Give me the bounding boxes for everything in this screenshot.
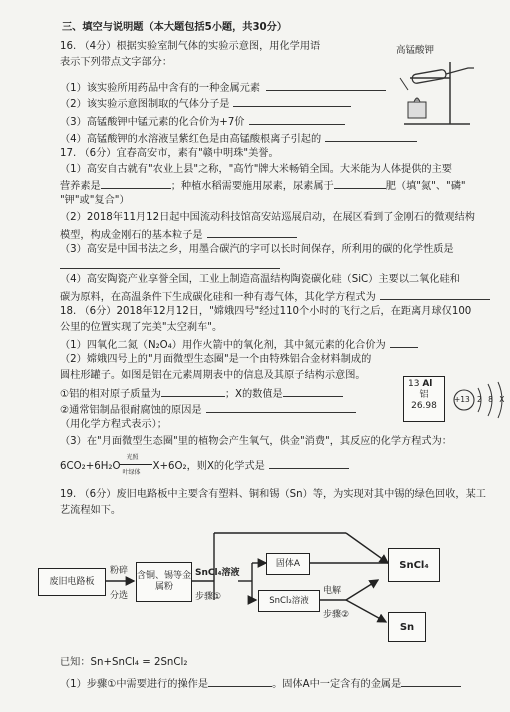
q17-line-5: （2）2018年11月12日起中国流动科技馆高安站巡展启动，在展区看到了金刚石的微观结构 <box>60 212 475 223</box>
q17-line-4: "钾"或"复合"） <box>60 195 130 206</box>
q19-question-1: （1）步骤①中需要进行的操作是 。固体A中一定含有的金属是 <box>60 676 461 691</box>
atomic-mass: 26.98 <box>411 401 437 411</box>
q17-line-3: 营养素是 ；种植水稻需要施用尿素，尿素属于 肥（填"氮"、"磷" <box>60 178 466 193</box>
atomic-number: 13 <box>408 379 420 389</box>
section-title: 三、填空与说明题（本大题包括5小题，共30分） <box>62 22 288 33</box>
q18-line-3: （1）四氧化二氮（N₂O₄）用作火箭中的氧化剂，其中氮元素的化合价为 <box>60 337 418 352</box>
q16-item-2: （2）该实验示意图制取的气体分子是 <box>60 96 351 111</box>
flow-waste-board: 废旧电路板 <box>38 568 106 596</box>
flow-product-sn: Sn <box>388 612 426 642</box>
q17-line-8: （4）高安陶瓷产业享誉全国，工业上制造高温结构陶瓷碳化硅（SiC）主要以二氧化硅和 <box>60 274 460 285</box>
atom-shells: 2 8 X <box>477 395 507 404</box>
photosynthesis-equation: 6CO₂+6H₂O 光照 叶绿体 X+6O₂，则X的化学式是 <box>60 458 349 473</box>
q17-stem: 17. （6分）宜春高安市，素有"赣中明珠"美誉。 <box>60 148 279 159</box>
q16-stem: 16. （4分）根据实验室制气体的实验示意图，用化学用语 <box>60 41 321 52</box>
flow-solid-a: 固体A <box>266 553 310 575</box>
answer-blank[interactable] <box>208 676 272 687</box>
q16-item-1: （1）该实验所用药品中含有的一种金属元素 <box>60 80 386 95</box>
q17-line-7: （3）高安是中国书法之乡，用墨合碳汽的字可以长时间保存，所利用的碳的化学性质是 <box>60 244 454 255</box>
q18-stem: 18. （6分）2018年12月12日，"嫦娥四号"经过110个小时的飞行之后，在距离月球仅100 <box>60 306 472 317</box>
q18-line-6: ①铝的相对原子质量为 ；X的数值是 <box>60 386 343 401</box>
q18-line-2: 公里的位置实现了完美"太空刹车"。 <box>60 322 223 333</box>
flow-sncl4-solution: SnCl₄溶液 <box>195 568 240 578</box>
flow-crush-label: 粉碎 <box>110 566 129 576</box>
element-name: 铝 <box>419 390 429 400</box>
q18-line-9: （3）在"月面微型生态圈"里的植物会产生氧气，供金"消费"，其反应的化学方程式为： <box>60 436 452 447</box>
flow-sort-label: 分选 <box>110 591 129 601</box>
flow-electrolysis-label: 电解 <box>323 586 342 596</box>
atom-nucleus: +13 <box>454 395 470 404</box>
flow-sncl2-solution: SnCl₂溶液 <box>258 590 320 612</box>
q16-item-3: （3）高锰酸钾中锰元素的化合价为+7价 <box>60 114 345 129</box>
q18-line-4: （2）嫦娥四号上的"月面微型生态圈"是一个由特殊铝合金材料制成的 <box>60 354 372 365</box>
q17-line-6: 模型，构成金刚石的基本粒子是 <box>60 227 297 242</box>
known-reaction: 已知：Sn+SnCl₄ = 2SnCl₂ <box>60 657 188 668</box>
q16-stem-2: 表示下列带点文字部分： <box>60 57 173 68</box>
q18-line-8: （用化学方程式表示）； <box>60 419 167 430</box>
flow-product-sncl4: SnCl₄ <box>388 548 440 582</box>
answer-blank[interactable] <box>401 676 461 687</box>
flow-metal-powder: 含铜、锡等金属粉 <box>136 562 192 602</box>
q19-line-2: 艺流程如下。 <box>60 505 122 516</box>
q16-item-4: （4）高锰酸钾的水溶液呈紫红色是由高锰酸根离子引起的 <box>60 131 417 146</box>
apparatus-label: 高锰酸钾 <box>396 45 435 56</box>
q17-line-9: 碳为原料，在高温条件下生成碳化硅和一种有毒气体，其化学方程式为 <box>60 289 490 304</box>
element-symbol: Al <box>422 379 433 389</box>
flow-step2-label: 步骤② <box>323 610 350 620</box>
q19-stem: 19. （6分）废旧电路板中主要含有塑料、铜和锡（Sn）等，为实现对其中锡的绿色回收，某工 <box>60 489 486 500</box>
q17-line-2: （1）高安自古就有"农业上县"之称，"高竹"牌大米畅销全国。大米能为人体提供的主要 <box>60 164 452 175</box>
flow-step1-label: 步骤① <box>195 592 222 602</box>
q18-line-7: ②通常铝制品很耐腐蚀的原因是 <box>60 402 356 417</box>
q18-line-5: 圆柱形罐子。如图是铝在元素周期表中的信息及其原子结构示意图。 <box>60 370 366 381</box>
